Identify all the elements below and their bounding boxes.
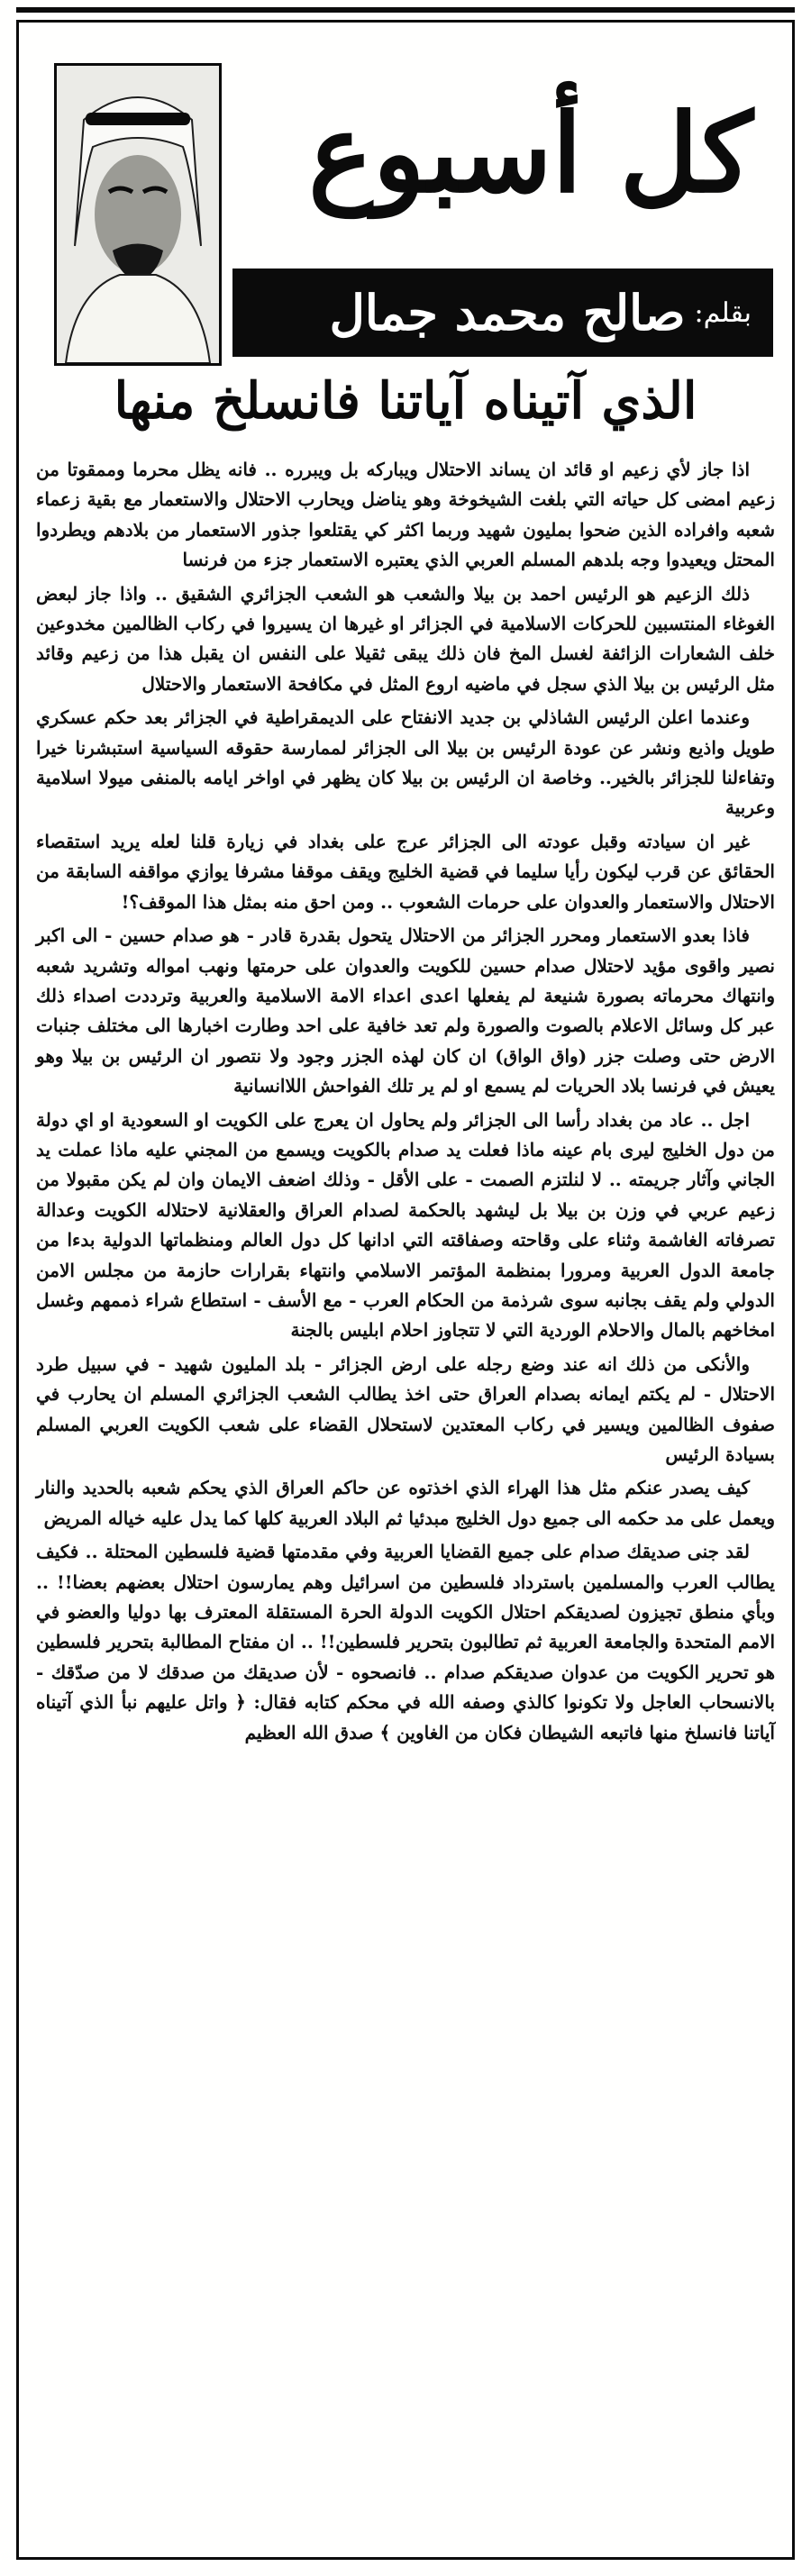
byline-bar <box>232 269 773 357</box>
article-body <box>36 455 775 2540</box>
top-rule <box>16 7 795 13</box>
article-paragraph: اذا جاز لأي زعيم او قائد ان يساند الاحتلال ويباركه بل ويبرره .. فانه يظل محرما وممقوتا من زعيم امضى كل حياته التي بلغت الشيخوخة وهو يناضل ويحارب الاحتلال والاستعمار مع بقية زعماء شعبه وافراده الذين ضحوا بمليون شهيد وربما اكثر كي يقتلعوا جذور الاستعمار من بلادهم ويطردوا المحتل ويعيدوا وجه بلدهم المسلم العربي الذي يعتبره الاستعمار جزء من فرنسا <box>36 459 775 571</box>
article-paragraph: والأنكى من ذلك انه عند وضع رجله على ارض الجزائر - بلد المليون شهيد - في سبيل طرد الاحتلال - لم يكتم ايمانه بصدام العراق حتى اخذ يطالب الشعب الجزائري المسلم ان يحارب في صفوف الظالمين ويسير في ركاب المعتدين لاستحلال القضاء على شعب الكويت العربي المسلم بسيادة الرئيس <box>36 1352 775 1465</box>
article-paragraph: وعندما اعلن الرئيس الشاذلي بن جديد الانفتاح على الديمقراطية في الجزائر بعد حكم عسكري طويل واذيع ونشر عن عودة الرئيس بن بيلا الى الجزائر لممارسة حقوقه السياسية استبشرنا خيرا وتفاءلنا للجزائر بالخير.. وخاصة ان الرئيس بن بيلا كان يظهر في اواخر ايامه بالمنفى ميولا اسلامية وعربية <box>36 706 775 819</box>
column-header <box>22 25 789 350</box>
article-paragraph: لقد جنى صديقك صدام على جميع القضايا العربية وفي مقدمتها قضية فلسطين المحتلة .. فكيف يطالب العرب والمسلمين باسترداد فلسطين من اسرائيل وهم يمارسون احتلال بعضهم بعضا!! .. وبأي منطق تجيزون لصديقكم احتلال الكويت الدولة الحرة المستقلة المعترف بها دوليا والعضو في الامم المتحدة والجامعة العربية ثم تطالبون بتحرير فلسطين!! .. ان مفتاح المطالبة بتحرير فلسطين هو تحرير الكويت من عدوان صديقكم صدام .. فانصحوه - لأن صديقك من صدقك لا من صدّقك - بالانسحاب العاجل ولا تكونوا كالذي وصفه الله في محكم كتابه فقال: ﴿ واتل عليهم نبأ الذي آتيناه آياتنا فانسلخ منها فاتبعه الشيطان فكان من الغاوين ﴾ صدق الله العظيم <box>36 1541 775 1743</box>
author-name: صالح محمد جمال <box>329 284 686 341</box>
article-headline: الذي آتيناه آياتنا فانسلخ منها <box>114 371 697 431</box>
article-paragraph: ذلك الزعيم هو الرئيس احمد بن بيلا والشعب هو الشعب الجزائري الشقيق .. واذا جاز لبعض الغوغاء المنتسبين للحركات الاسلامية في الجزائر او غيرها ان يسيروا في ركاب الظالمين مخدوعين خلف الشعارات الزائفة لغسل المخ فان ذلك يبقى ثقيلا على النفس ان يقبل هذا من زعيم وقائد مثل الرئيس بن بيلا الذي سجل في ماضيه اروع المثل في مكافحة الاستعمار والاحتلال <box>36 582 775 695</box>
article-paragraph: اجل .. عاد من بغداد رأسا الى الجزائر ولم يحاول ان يعرج على الكويت او السعودية او اي دولة من دول الخليج ليرى بام عينه ماذا فعلت يد صدام بالكويت ويسمع من المجني عليه ماذا عملت يد الجاني وآثار جريمته .. لا لنلتزم الصمت - على الأقل - وذلك اضعف الايمان وان لم يكن مقبولا من زعيم عربي في وزن بن بيلا بل ليشهد بالحكمة لصدام العراق والعقلانية لاحتلاله الكويت وعدالة تصرفاته الغاشمة وثناء على وقاحته وصفاقته التي ادانها كل دول العالم ومنظماتها الدولية بدءا من جامعة الدول العربية ومرورا بمنظمة المؤتمر الاسلامي وانتهاء بقرارات حازمة من مجلس الامن الدولي ولم يقف بجانبه سوى شرذمة من الحكام العرب - مع الأسف - استطاع شراء ذممهم وغسل امخاخهم بالمال والاحلام الوردية التي لا تتجاوز احلام ابليس بالجنة <box>36 1108 775 1342</box>
author-photo <box>54 63 222 366</box>
column-masthead: كل أسبوع <box>308 90 753 217</box>
article-paragraph: فاذا بعدو الاستعمار ومحرر الجزائر من الاحتلال يتحول بقدرة قادر - هو صدام حسين - الى اكبر نصير واقوى مؤيد لاحتلال صدام حسين للكويت والعدوان على حرمتها ونهب امواله وتشريد شعبه وانتهاك محرماته بصورة شنيعة لم يفعلها اعدى اعداء الامة الاسلامية والعربية وترددت اصداء ذلك عبر كل وسائل الاعلام بالصوت والصورة ولم تعد خافية على احد وطارت اخبارها الى مختلف جنبات الارض حتى وصلت جزر (واق الواق) ان كان لهذه الجزر وجود ولا نتصور ان الرئيس بن بيلا وهو يعيش في فرنسا بلاد الحريات لم يسمع او لم ير تلك الفواحش اللاانسانية <box>36 924 775 1097</box>
article-paragraph: كيف يصدر عنكم مثل هذا الهراء الذي اخذتوه عن حاكم العراق الذي يحكم شعبه بالحديد والنار ويعمل على مد حكمه الى جميع دول الخليج مبدئيا ثم البلاد العربية كلها كما يدل عليه خياله المريض <box>36 1477 775 1529</box>
byline-prefix: بقلم: <box>694 296 752 329</box>
article-paragraph: غير ان سيادته وقبل عودته الى الجزائر عرج على بغداد في زيارة قلنا لعله يريد استقصاء الحقائق عن قرب ليكون رأيا سليما في قضية الخليج ويقف موقفا مشرفا يوازي مواقفه السابقة من الاحتلال والاستعمار والعدوان على حرمات الشعوب .. ومن احق منه بمثل هذا الموقف؟! <box>36 830 775 913</box>
author-portrait-image <box>57 66 219 363</box>
